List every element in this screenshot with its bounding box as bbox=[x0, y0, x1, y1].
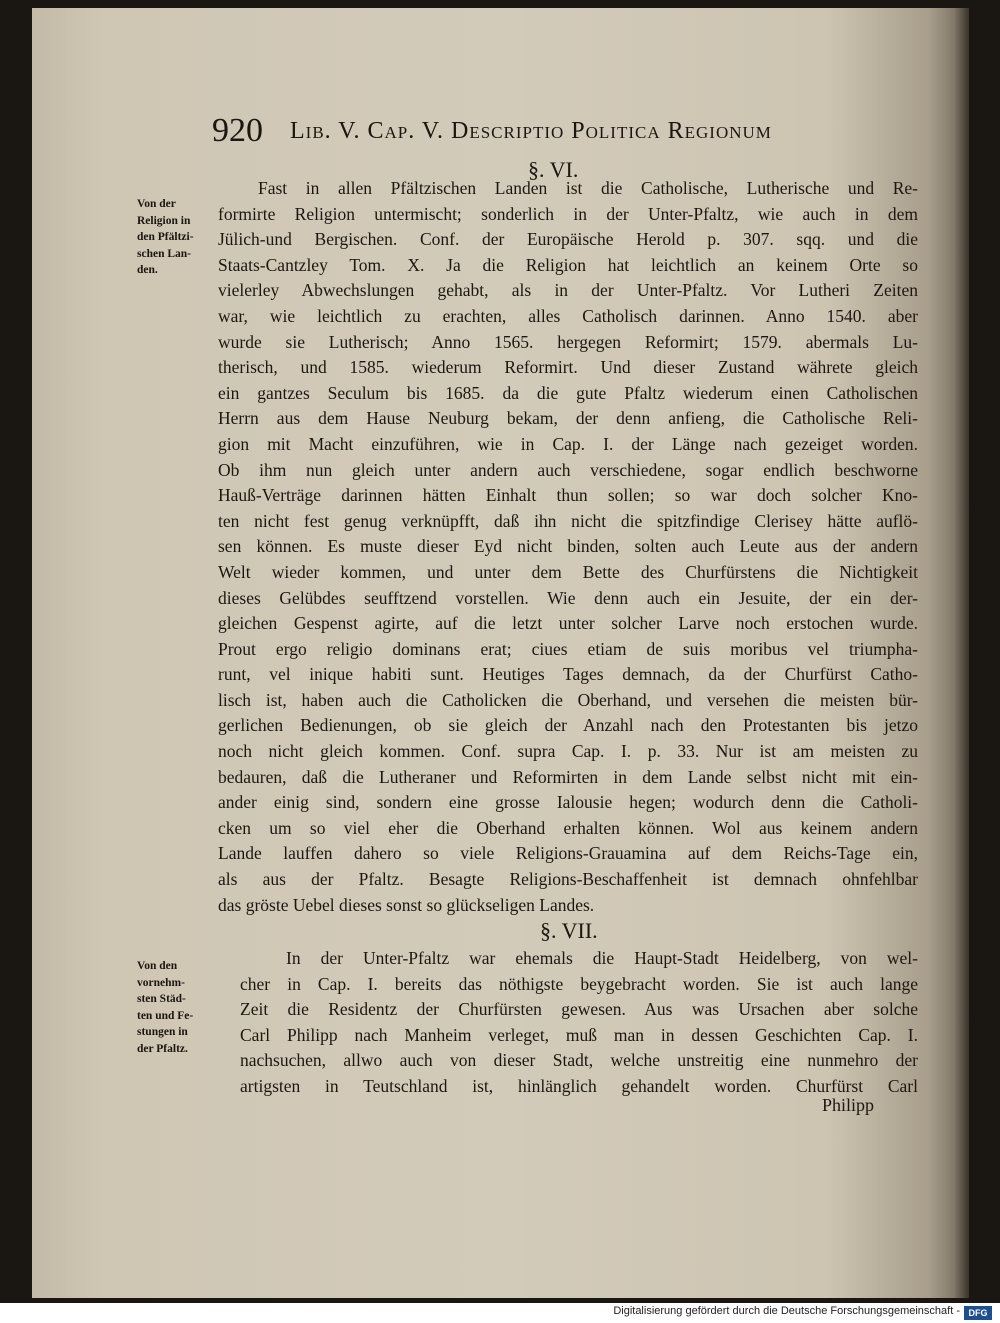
margin-note-line: den Pfältzi- bbox=[137, 231, 194, 243]
text-line: cken um so viel eher die Oberhand erhalten können. Wol aus keinem andern bbox=[218, 817, 918, 838]
footer-bar bbox=[0, 1303, 1000, 1323]
text-line: Prout ergo religio dominans erat; ciues etiam de suis moribus vel triumpha- bbox=[218, 638, 918, 659]
text-line: Fast in allen Pfältzischen Landen ist die Catholische, Lutherische und Re- bbox=[258, 178, 918, 198]
text-line: cher in Cap. I. bereits das nöthigste beygebracht worden. Sie ist auch lange bbox=[240, 973, 918, 994]
section-6-heading: §. VI. bbox=[528, 157, 579, 182]
dfg-logo: DFG bbox=[964, 1306, 992, 1320]
catchword: Philipp bbox=[822, 1095, 875, 1115]
text-line: Lande lauffen dahero so viele Religions-Grauamina auf dem Reichs-Tage ein, bbox=[218, 843, 918, 864]
text-line: Staats-Cantzley Tom. X. Ja die Religion hat leichtlich an keinem Orte so bbox=[218, 254, 918, 275]
text-line: runt, vel inique habiti sunt. Heutiges Tages demnach, da der Churfürst Catho- bbox=[218, 664, 918, 685]
text-line: Hauß-Verträge darinnen hätten Einhalt thun sollen; so war doch solcher Kno- bbox=[218, 485, 918, 506]
text-line: dieses Gelübdes seufftzend vorstellen. Wie denn auch ein Jesuite, der ein der- bbox=[218, 587, 918, 608]
section-7-heading: §. VII. bbox=[540, 918, 598, 943]
section-6-body bbox=[218, 176, 918, 918]
margin-note-line: ten und Fe- bbox=[137, 1009, 194, 1022]
text-line: Carl Philipp nach Manheim verleget, muß man in dessen Geschichten Cap. I. bbox=[240, 1024, 918, 1045]
text-line: Zeit die Residentz der Churfürsten gewesen. Aus was Ursachen aber solche bbox=[240, 999, 918, 1020]
margin-note-line: den. bbox=[137, 264, 158, 276]
margin-note-line: Von den bbox=[137, 960, 178, 972]
margin-note-line: der Pfaltz. bbox=[137, 1042, 188, 1055]
text-line: gleichen Gespenst agirte, auf die letzt unter solcher Larve noch erstochen wurde. bbox=[218, 613, 918, 634]
margin-note-section-6 bbox=[137, 196, 221, 279]
page-number: 920 bbox=[212, 112, 263, 149]
text-line: Jülich-und Bergischen. Conf. der Europäische Herold p. 307. sqq. und die bbox=[218, 229, 918, 250]
text-line: Herrn aus dem Hause Neuburg bekam, der denn anfieng, die Catholische Reli- bbox=[218, 408, 918, 429]
text-line: In der Unter-Pfaltz war ehemals die Haupt-Stadt Heidelberg, von wel- bbox=[286, 948, 918, 968]
margin-note-line: schen Lan- bbox=[137, 247, 191, 260]
text-line: als aus der Pfaltz. Besagte Religions-Beschaffenheit ist demnach ohnfehlbar bbox=[218, 869, 918, 890]
page-edge-shadow bbox=[955, 8, 969, 1298]
text-line: Welt wieder kommen, und unter dem Bette des Churfürstens die Nichtigkeit bbox=[218, 561, 918, 582]
page-header bbox=[212, 112, 912, 156]
text-line: ten nicht fest genug verknüpfft, daß ihn nicht die spitzfindige Clerisey hätte auflö- bbox=[218, 510, 918, 531]
text-line: noch nicht gleich kommen. Conf. supra Cap. I. p. 33. Nur ist am meisten zu bbox=[218, 741, 918, 762]
running-title: Lib. V. Cap. V. Descriptio Politica Regionum bbox=[290, 118, 772, 144]
text-line: ein gantzes Seculum bis 1685. da die gute Pfaltz wiederum einen Catholischen bbox=[218, 382, 918, 403]
text-line: therisch, und 1585. wiederum Reformirt. Und dieser Zustand währete gleich bbox=[218, 357, 918, 378]
margin-note-line: vornehm- bbox=[137, 976, 185, 989]
margin-note-line: Von der bbox=[137, 198, 176, 210]
text-line: das gröste Uebel dieses sonst so glückseligen Landes. bbox=[218, 894, 595, 915]
text-line: vielerley Abwechslungen gehabt, als in der Unter-Pfaltz. Vor Lutheri Zeiten bbox=[218, 280, 918, 301]
margin-note-line: stungen in bbox=[137, 1026, 188, 1038]
text-line: formirte Religion untermischt; sonderlich in der Unter-Pfaltz, wie auch in dem bbox=[218, 203, 918, 224]
text-line: sen können. Es muste dieser Eyd nicht binden, solten auch Leute aus der andern bbox=[218, 536, 918, 557]
text-line: ander einig sind, sondern eine grosse Ialousie hegen; wodurch denn die Catholi- bbox=[218, 792, 918, 813]
section-7-body bbox=[218, 946, 918, 1100]
funding-credit: Digitalisierung gefördert durch die Deutsche Forschungsgemeinschaft - bbox=[613, 1305, 960, 1317]
margin-note-section-7 bbox=[137, 958, 221, 1057]
text-line: gerlichen Bedienungen, ob sie gleich der Anzahl nach den Protestanten bis jetzo bbox=[218, 715, 918, 736]
text-line: gion mit Macht einzuführen, wie in Cap. I. der Länge nach gezeiget worden. bbox=[218, 433, 918, 454]
text-line: wurde sie Lutherisch; Anno 1565. hergegen Reformirt; 1579. abermals Lu- bbox=[218, 331, 918, 352]
text-line: bedauren, daß die Lutheraner und Reformirten in dem Lande selbst nicht mit ein- bbox=[218, 766, 918, 787]
text-line: Ob ihm nun gleich unter andern auch verschiedene, sogar endlich beschworne bbox=[218, 459, 918, 480]
text-line: war, wie leichtlich zu erachten, alles Catholisch darinnen. Anno 1540. aber bbox=[218, 305, 918, 326]
text-line: nachsuchen, allwo auch von dieser Stadt, welche unstreitig eine nunmehro der bbox=[240, 1050, 918, 1071]
text-line: lisch ist, haben auch die Catholicken die Oberhand, und versehen die meisten bür- bbox=[218, 689, 918, 710]
margin-note-line: sten Städ- bbox=[137, 993, 186, 1005]
margin-note-line: Religion in bbox=[137, 214, 191, 227]
text-line: artigsten in Teutschland ist, hinlänglich gehandelt worden. Churfürst Carl bbox=[240, 1075, 918, 1096]
